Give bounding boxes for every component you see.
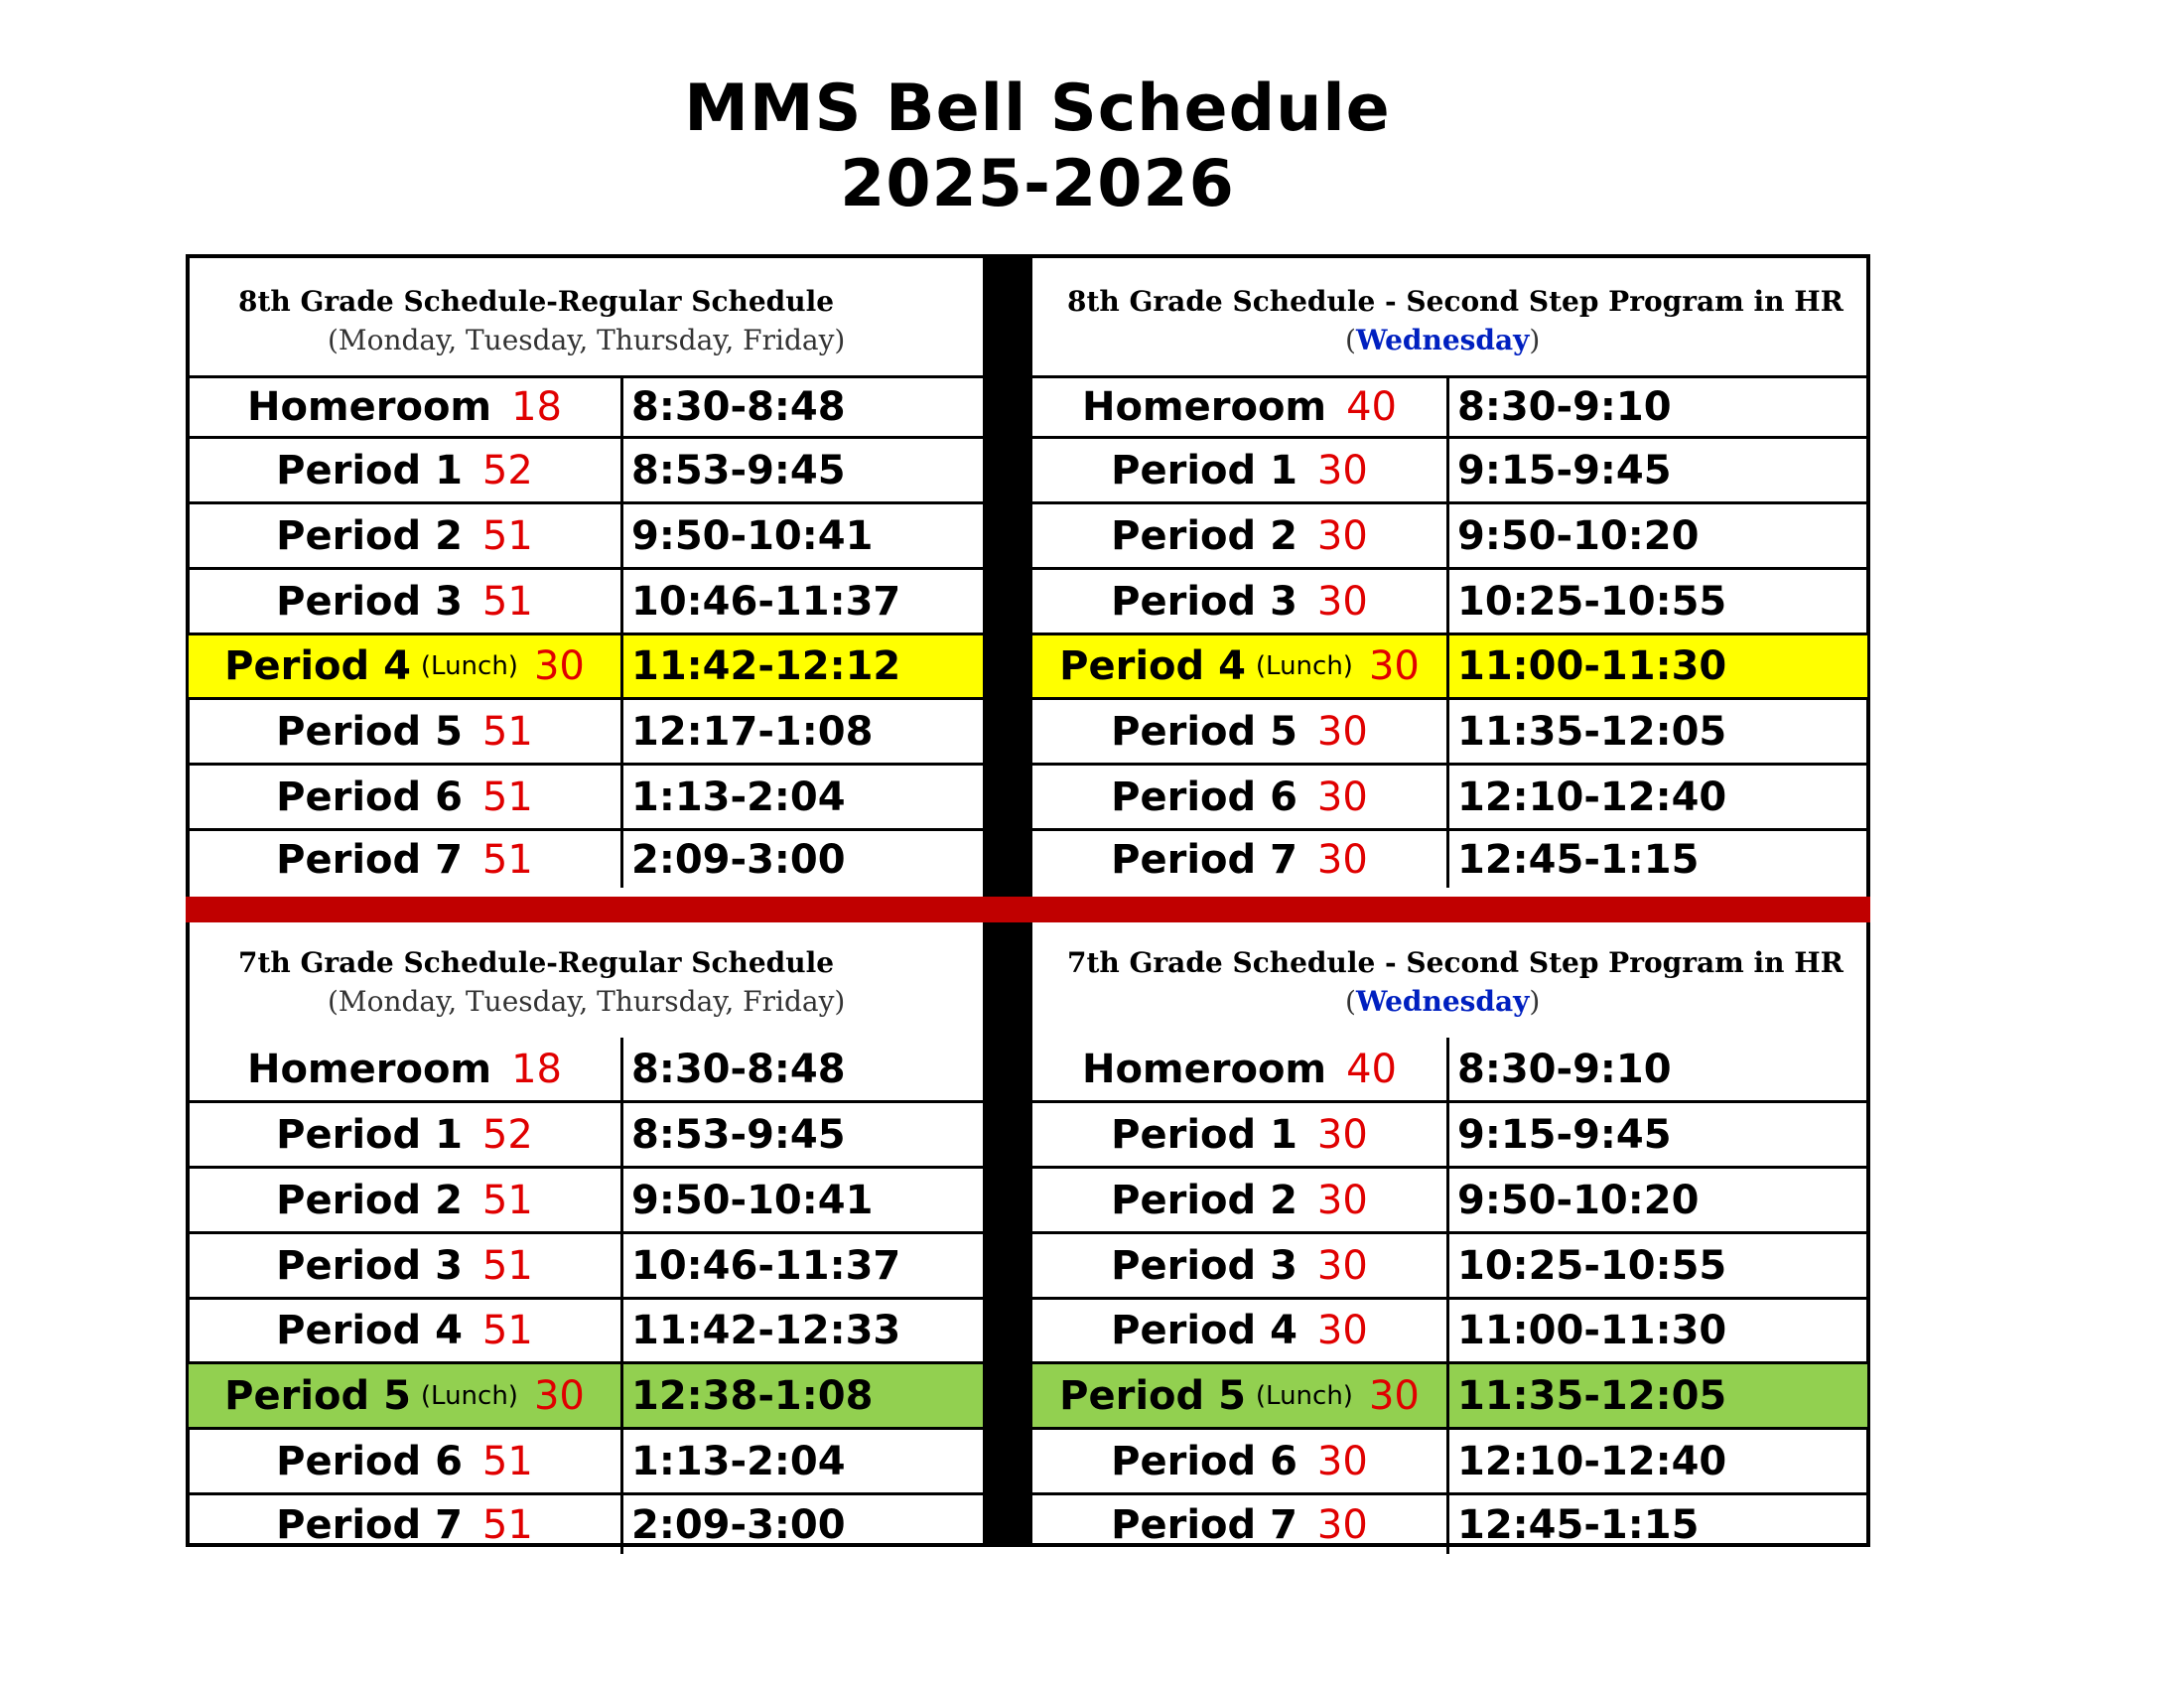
period-minutes: 51 — [481, 708, 533, 755]
period-time: 11:42-12:12 — [631, 643, 901, 689]
period-label: Period 4 — [1059, 643, 1246, 689]
period-minutes: 30 — [1316, 1308, 1368, 1353]
period-cell — [1032, 1103, 1449, 1166]
q2-days: Wednesday — [1355, 324, 1530, 356]
period-time: 12:38-1:08 — [631, 1372, 874, 1419]
period-label: Period 4 — [1111, 1308, 1297, 1353]
period-time: 8:30-9:10 — [1457, 1046, 1672, 1092]
period-label: Period 3 — [276, 578, 463, 625]
period-cell — [189, 1103, 623, 1166]
period-cell — [189, 504, 623, 567]
period-minutes: 30 — [1368, 643, 1420, 689]
period-minutes: 30 — [533, 1372, 585, 1419]
period-cell — [189, 378, 623, 436]
period-time: 9:50-10:20 — [1457, 1177, 1700, 1223]
schedule-row — [1032, 763, 1867, 828]
period-label: Period 7 — [1111, 1501, 1297, 1548]
period-minutes: 51 — [481, 1308, 533, 1353]
period-time: 9:50-10:41 — [631, 512, 874, 559]
period-cell — [189, 831, 623, 888]
period-time: 11:00-11:30 — [1457, 643, 1727, 689]
period-time: 8:53-9:45 — [631, 1111, 846, 1158]
schedule-row — [189, 567, 983, 633]
period-label: Period 6 — [276, 774, 463, 820]
grade-divider — [186, 897, 1870, 922]
schedule-row — [1032, 501, 1867, 567]
period-cell — [189, 1364, 623, 1427]
q2-title: 8th Grade Schedule - Second Step Program in HR — [1067, 285, 1843, 318]
period-time: 10:46-11:37 — [631, 578, 901, 625]
period-label: Period 5 — [1059, 1372, 1246, 1419]
period-cell — [1032, 1169, 1449, 1231]
period-cell — [1032, 1364, 1449, 1427]
schedule-row — [189, 1231, 983, 1297]
period-minutes: 18 — [511, 1046, 563, 1092]
q3-header — [238, 943, 845, 1021]
schedule-row — [1032, 633, 1867, 697]
schedule-row — [189, 1297, 983, 1361]
schedule-row — [1032, 567, 1867, 633]
period-time: 9:50-10:20 — [1457, 512, 1700, 559]
period-cell — [189, 1169, 623, 1231]
schedule-row — [189, 375, 983, 436]
period-minutes: 30 — [1316, 578, 1368, 625]
schedule-row — [1032, 697, 1867, 763]
period-minutes: 30 — [1316, 1438, 1368, 1484]
period-cell — [1032, 570, 1449, 633]
period-label: Period 1 — [276, 1111, 463, 1158]
period-time: 12:10-12:40 — [1457, 774, 1727, 820]
q3-days: (Monday, Tuesday, Thursday, Friday) — [328, 985, 846, 1018]
period-label: Period 7 — [276, 1501, 463, 1548]
period-cell — [1032, 1234, 1449, 1297]
period-time: 10:25-10:55 — [1457, 578, 1727, 625]
period-minutes: 40 — [1346, 384, 1398, 430]
period-cell — [189, 766, 623, 828]
period-cell — [1032, 1038, 1449, 1100]
period-cell — [1032, 1430, 1449, 1492]
period-cell — [189, 1430, 623, 1492]
schedule-row — [1032, 1100, 1867, 1166]
period-label: Period 3 — [1111, 1242, 1297, 1289]
period-label: Homeroom — [246, 384, 492, 430]
period-label: Period 1 — [1111, 447, 1297, 493]
q4-days-line — [1345, 983, 1843, 1021]
period-time: 12:17-1:08 — [631, 708, 874, 755]
period-minutes: 51 — [481, 1242, 533, 1289]
q1-title: 8th Grade Schedule-Regular Schedule — [238, 285, 835, 318]
period-label: Period 6 — [1111, 1438, 1297, 1484]
schedule-row — [1032, 1492, 1867, 1554]
lunch-note: (Lunch) — [1255, 1380, 1353, 1411]
period-cell — [189, 700, 623, 763]
schedule-row — [189, 1100, 983, 1166]
schedule-row — [1032, 828, 1867, 888]
period-time: 11:00-11:30 — [1457, 1308, 1727, 1353]
period-time: 2:09-3:00 — [631, 836, 846, 883]
q2-header — [1067, 282, 1843, 359]
schedule-row — [1032, 1297, 1867, 1361]
period-minutes: 18 — [511, 384, 563, 430]
period-label: Period 5 — [1111, 708, 1297, 755]
period-cell — [1032, 1495, 1449, 1554]
period-label: Period 5 — [224, 1372, 411, 1419]
period-label: Period 6 — [276, 1438, 463, 1484]
schedule-row — [189, 633, 983, 697]
q4-title: 7th Grade Schedule - Second Step Program in HR — [1067, 946, 1843, 979]
schedule-row — [189, 697, 983, 763]
period-minutes: 52 — [481, 447, 533, 493]
period-cell — [1032, 504, 1449, 567]
schedule-row — [189, 1166, 983, 1231]
period-cell — [1032, 1300, 1449, 1361]
period-cell — [1032, 635, 1449, 697]
q4-header — [1067, 943, 1843, 1021]
schedule-row — [1032, 1166, 1867, 1231]
period-cell — [189, 635, 623, 697]
period-minutes: 40 — [1346, 1046, 1398, 1092]
schedule-row — [189, 1427, 983, 1492]
period-minutes: 51 — [481, 1177, 533, 1223]
period-time: 8:30-8:48 — [631, 1046, 846, 1092]
period-label: Homeroom — [1081, 1046, 1327, 1092]
period-cell — [189, 1300, 623, 1361]
period-minutes: 30 — [1316, 774, 1368, 820]
period-label: Period 2 — [1111, 512, 1297, 559]
q3-title: 7th Grade Schedule-Regular Schedule — [238, 946, 835, 979]
period-cell — [1032, 831, 1449, 888]
period-minutes: 30 — [1316, 1242, 1368, 1289]
q1-days: (Monday, Tuesday, Thursday, Friday) — [328, 324, 846, 356]
period-minutes: 52 — [481, 1111, 533, 1158]
period-time: 12:10-12:40 — [1457, 1438, 1727, 1484]
period-time: 1:13-2:04 — [631, 774, 846, 820]
period-minutes: 30 — [1316, 447, 1368, 493]
period-cell — [1032, 439, 1449, 501]
q2-days-line — [1345, 322, 1843, 359]
schedule-row — [189, 828, 983, 888]
schedule-row — [1032, 1231, 1867, 1297]
period-minutes: 30 — [1316, 836, 1368, 883]
period-minutes: 51 — [481, 578, 533, 625]
period-label: Period 7 — [276, 836, 463, 883]
period-time: 9:50-10:41 — [631, 1177, 874, 1223]
q2-days-open: ( — [1345, 324, 1356, 356]
period-label: Period 2 — [276, 1177, 463, 1223]
period-minutes: 51 — [481, 836, 533, 883]
schedule-row — [189, 1361, 983, 1427]
period-cell — [189, 1038, 623, 1100]
lunch-note: (Lunch) — [420, 651, 518, 681]
period-time: 11:35-12:05 — [1457, 1372, 1727, 1419]
period-minutes: 51 — [481, 1438, 533, 1484]
schedule-row — [1032, 436, 1867, 501]
period-label: Period 2 — [1111, 1177, 1297, 1223]
period-time: 1:13-2:04 — [631, 1438, 846, 1484]
period-minutes: 30 — [1316, 708, 1368, 755]
period-cell — [1032, 378, 1449, 436]
schedule-row — [1032, 375, 1867, 436]
period-time: 9:15-9:45 — [1457, 447, 1672, 493]
q4-days-open: ( — [1345, 985, 1356, 1018]
period-time: 10:46-11:37 — [631, 1242, 901, 1289]
period-label: Period 1 — [276, 447, 463, 493]
schedule-row — [1032, 1038, 1867, 1100]
period-minutes: 51 — [481, 512, 533, 559]
period-label: Period 3 — [1111, 578, 1297, 625]
period-label: Homeroom — [246, 1046, 492, 1092]
period-label: Homeroom — [1081, 384, 1327, 430]
period-label: Period 2 — [276, 512, 463, 559]
period-time: 2:09-3:00 — [631, 1501, 846, 1548]
period-time: 12:45-1:15 — [1457, 836, 1700, 883]
period-time: 8:30-9:10 — [1457, 384, 1672, 430]
page-title: MMS Bell Schedule — [684, 71, 1391, 146]
period-time: 8:53-9:45 — [631, 447, 846, 493]
q1-header — [238, 282, 845, 359]
period-label: Period 4 — [224, 643, 411, 689]
period-minutes: 30 — [1316, 1177, 1368, 1223]
period-minutes: 30 — [533, 643, 585, 689]
lunch-note: (Lunch) — [420, 1380, 518, 1411]
schedule-row — [1032, 1361, 1867, 1427]
period-minutes: 30 — [1316, 1501, 1368, 1548]
q2-days-close: ) — [1529, 324, 1541, 356]
period-minutes: 51 — [481, 774, 533, 820]
period-minutes: 30 — [1316, 1111, 1368, 1158]
q4-days-close: ) — [1529, 985, 1541, 1018]
period-time: 11:42-12:33 — [631, 1308, 901, 1353]
school-year: 2025-2026 — [840, 147, 1235, 221]
schedule-row — [189, 436, 983, 501]
schedule-row — [189, 501, 983, 567]
period-label: Period 4 — [276, 1308, 463, 1353]
period-cell — [1032, 766, 1449, 828]
lunch-note: (Lunch) — [1255, 651, 1353, 681]
period-label: Period 3 — [276, 1242, 463, 1289]
period-cell — [189, 570, 623, 633]
period-minutes: 30 — [1316, 512, 1368, 559]
period-label: Period 1 — [1111, 1111, 1297, 1158]
period-time: 8:30-8:48 — [631, 384, 846, 430]
schedule-row — [1032, 1427, 1867, 1492]
period-minutes: 51 — [481, 1501, 533, 1548]
schedule-row — [189, 1038, 983, 1100]
period-time: 9:15-9:45 — [1457, 1111, 1672, 1158]
period-time: 12:45-1:15 — [1457, 1501, 1700, 1548]
period-cell — [1032, 700, 1449, 763]
schedule-row — [189, 1492, 983, 1554]
period-time: 11:35-12:05 — [1457, 708, 1727, 755]
q4-days: Wednesday — [1355, 985, 1530, 1018]
schedule-row — [189, 763, 983, 828]
period-label: Period 5 — [276, 708, 463, 755]
period-time: 10:25-10:55 — [1457, 1242, 1727, 1289]
period-label: Period 6 — [1111, 774, 1297, 820]
period-cell — [189, 1495, 623, 1554]
period-minutes: 30 — [1368, 1372, 1420, 1419]
period-cell — [189, 1234, 623, 1297]
period-cell — [189, 439, 623, 501]
period-label: Period 7 — [1111, 836, 1297, 883]
